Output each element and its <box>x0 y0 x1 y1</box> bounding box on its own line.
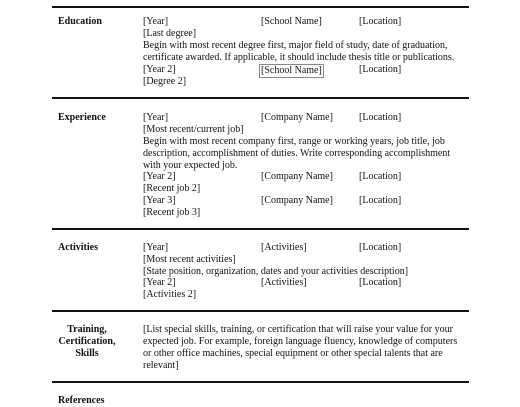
training-heading <box>50 324 124 360</box>
experience-description-line: description, accomplishment of duties. Write corresponding accomplishment <box>143 148 451 159</box>
section-divider <box>52 228 469 230</box>
experience-company-2: [Company Name] <box>261 171 333 182</box>
experience-location-2: [Location] <box>359 171 402 182</box>
training-description-line: expected job. For example, foreign language fluency, knowledge of computers <box>143 336 458 347</box>
section-divider <box>52 6 469 8</box>
experience-year: [Year] <box>143 112 169 123</box>
training-description-line: relevant] <box>143 360 179 371</box>
experience-location: [Location] <box>359 112 402 123</box>
experience-heading: Experience <box>58 112 106 123</box>
education-description-line: Begin with most recent degree first, major field of study, date of graduation, <box>143 40 448 51</box>
activities-location: [Location] <box>359 242 402 253</box>
education-heading: Education <box>58 16 102 27</box>
education-description-line: certificate awarded. If applicable, it should include thesis title or publications. <box>143 52 455 63</box>
experience-year-2: [Year 2] <box>143 171 176 182</box>
activities-item-2: [Activities 2] <box>143 289 197 300</box>
activities-location-2: [Location] <box>359 277 402 288</box>
education-degree-2: [Degree 2] <box>143 76 187 87</box>
education-degree: [Last degree] <box>143 28 197 39</box>
activities-recent: [Most recent activities] <box>143 254 236 265</box>
experience-job-2: [Recent job 2] <box>143 183 201 194</box>
experience-job-3: [Recent job 3] <box>143 207 201 218</box>
references-heading: References <box>58 395 105 406</box>
activities-description: [State position, organization, dates and your activities description] <box>143 266 409 277</box>
training-description-line: or other office machines, special equipment or other special talents that are <box>143 348 443 359</box>
activities-name-2: [Activities] <box>261 277 307 288</box>
education-school: [School Name] <box>261 16 322 27</box>
experience-description-line: Begin with most recent company first, range or working years, job title, job <box>143 136 445 147</box>
education-school-2: [School Name] <box>261 65 322 76</box>
experience-job: [Most recent/current job] <box>143 124 244 135</box>
experience-company-3: [Company Name] <box>261 195 333 206</box>
section-divider <box>52 97 469 99</box>
education-location-2: [Location] <box>359 64 402 75</box>
education-year: [Year] <box>143 16 169 27</box>
experience-description-line: with your expected job. <box>143 160 238 171</box>
activities-year-2: [Year 2] <box>143 277 176 288</box>
education-location: [Location] <box>359 16 402 27</box>
section-divider <box>52 310 469 312</box>
activities-year: [Year] <box>143 242 169 253</box>
experience-company: [Company Name] <box>261 112 333 123</box>
section-divider <box>52 381 469 383</box>
training-heading-line: Certification, <box>58 336 116 347</box>
training-description-line: [List special skills, training, or certification that will raise your value for your <box>143 324 453 335</box>
experience-year-3: [Year 3] <box>143 195 176 206</box>
training-heading-line: Training, <box>67 324 107 335</box>
education-year-2: [Year 2] <box>143 64 176 75</box>
activities-name: [Activities] <box>261 242 307 253</box>
experience-location-3: [Location] <box>359 195 402 206</box>
training-heading-line: Skills <box>75 348 99 359</box>
activities-heading: Activities <box>58 242 98 253</box>
